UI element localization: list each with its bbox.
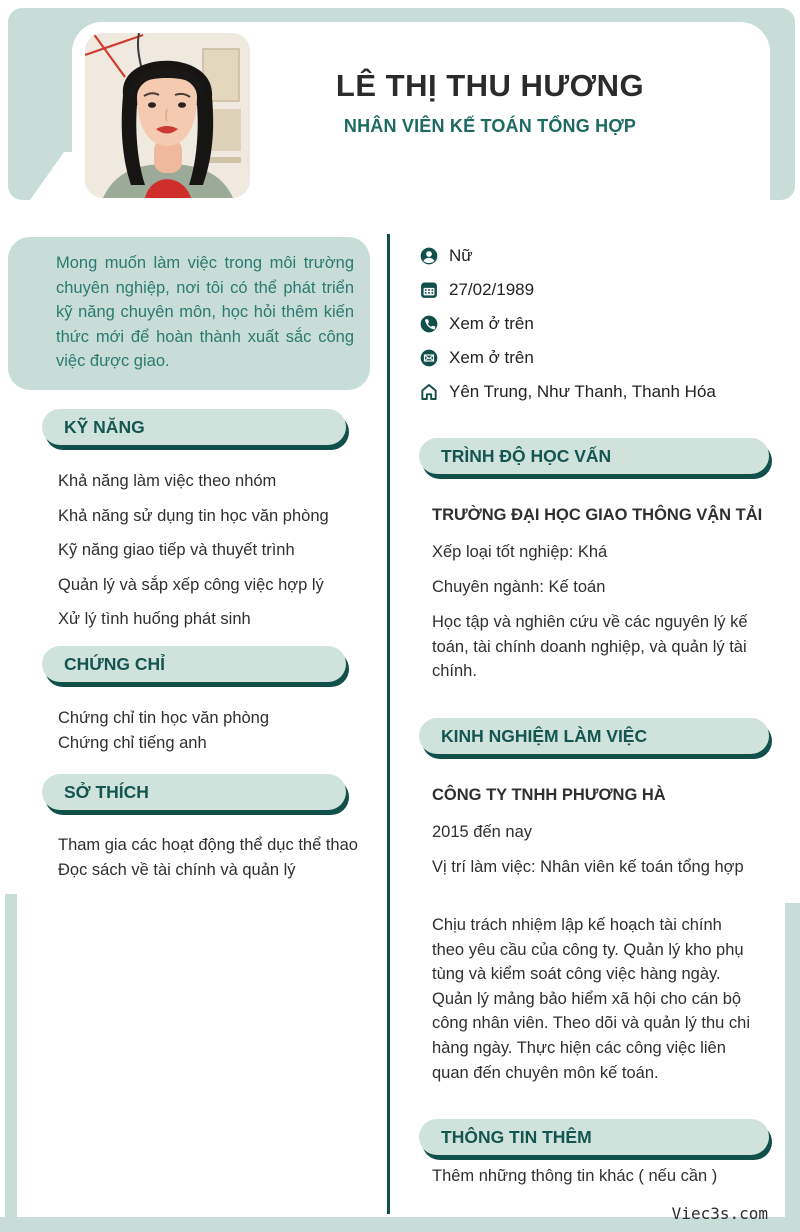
calendar-icon [419, 280, 439, 300]
section-header-skills: KỸ NĂNG [42, 409, 346, 445]
personal-info [419, 246, 779, 416]
job-title: NHÂN VIÊN KẾ TOÁN TỔNG HỢP [343, 116, 637, 136]
section-header-certificates: CHỨNG CHỈ [42, 646, 346, 682]
list-item: Đọc sách về tài chính và quản lý [58, 861, 296, 879]
experience-position: Vị trí làm việc: Nhân viên kế toán tổng hợp [432, 858, 744, 876]
experience-company: CÔNG TY TNHH PHƯƠNG HÀ [432, 786, 666, 804]
profile-photo [85, 33, 250, 198]
phone-icon [419, 314, 439, 334]
personal-info-row [419, 348, 779, 368]
personal-info-value: Xem ở trên [449, 314, 534, 333]
section-header-experience: KINH NGHIỆM LÀM VIỆC [419, 718, 769, 754]
vertical-divider [387, 234, 390, 1214]
page-title-name: LÊ THỊ THU HƯƠNG [335, 68, 645, 103]
personal-info-value: Nữ [449, 246, 473, 265]
personal-info-row [419, 382, 779, 402]
certificates-list [58, 706, 378, 755]
list-item: Chứng chỉ tin học văn phòng [58, 709, 270, 727]
personal-info-value: 27/02/1989 [449, 280, 535, 299]
personal-info-row [419, 314, 779, 334]
education-school: TRƯỜNG ĐẠI HỌC GIAO THÔNG VẬN TẢI [432, 506, 763, 524]
experience-description: Chịu trách nhiệm lập kế hoạch tài chính theo yêu cầu của công ty. Quản lý kho phụ tùng và kiểm soát công việc hàng ngày. Quản lý mảng bảo hiểm xã hội cho cán bộ công nhân viên. Theo dõi và quản lý thu chi hàng ngày. Thực hiện các công việc liên quan đến chuyên môn kế toán. [432, 916, 751, 1082]
hobbies-list [58, 833, 370, 883]
left-edge-strip [5, 894, 17, 1232]
experience-period: 2015 đến nay [432, 823, 533, 841]
profile-photo-illustration [85, 33, 250, 198]
personal-info-row [419, 246, 779, 266]
list-item: Chứng chỉ tiếng anh [58, 733, 207, 752]
home-icon [419, 382, 439, 402]
list-item: Xử lý tình huống phát sinh [58, 610, 251, 628]
section-header-hobbies: SỞ THÍCH [42, 774, 346, 810]
list-item: Quản lý và sắp xếp công việc hợp lý [58, 575, 324, 594]
education-description: Học tập và nghiên cứu về các nguyên lý kế toán, tài chính doanh nghiệp, và quản lý tài chính. [432, 613, 748, 681]
list-item: Khả năng làm việc theo nhóm [58, 472, 277, 490]
additional-note: Thêm những thông tin khác ( nếu cần ) [432, 1167, 718, 1185]
person-icon [419, 246, 439, 266]
skills-list [58, 464, 378, 637]
personal-info-value: Xem ở trên [449, 348, 534, 367]
list-item: Tham gia các hoạt động thể dục thể thao [58, 836, 358, 854]
list-item: Kỹ năng giao tiếp và thuyết trình [58, 541, 295, 559]
objective-box: Mong muốn làm việc trong môi trường chuyên nghiệp, nơi tôi có thể phát triển kỹ năng chuyên môn, học hỏi thêm kiến thức mới để hoàn thành xuất sắc công việc được giao. [8, 237, 370, 390]
right-edge-strip [785, 903, 800, 1232]
list-item: Khả năng sử dụng tin học văn phòng [58, 506, 329, 525]
section-header-education: TRÌNH ĐỘ HỌC VẤN [419, 438, 769, 474]
personal-info-value: Yên Trung, Như Thanh, Thanh Hóa [449, 382, 716, 401]
mail-icon [419, 348, 439, 368]
watermark: Viec3s.com [671, 1204, 768, 1223]
section-header-additional: THÔNG TIN THÊM [419, 1119, 769, 1155]
education-grade: Xếp loại tốt nghiệp: Khá [432, 543, 608, 561]
personal-info-row [419, 280, 779, 300]
education-major: Chuyên ngành: Kế toán [432, 578, 606, 596]
